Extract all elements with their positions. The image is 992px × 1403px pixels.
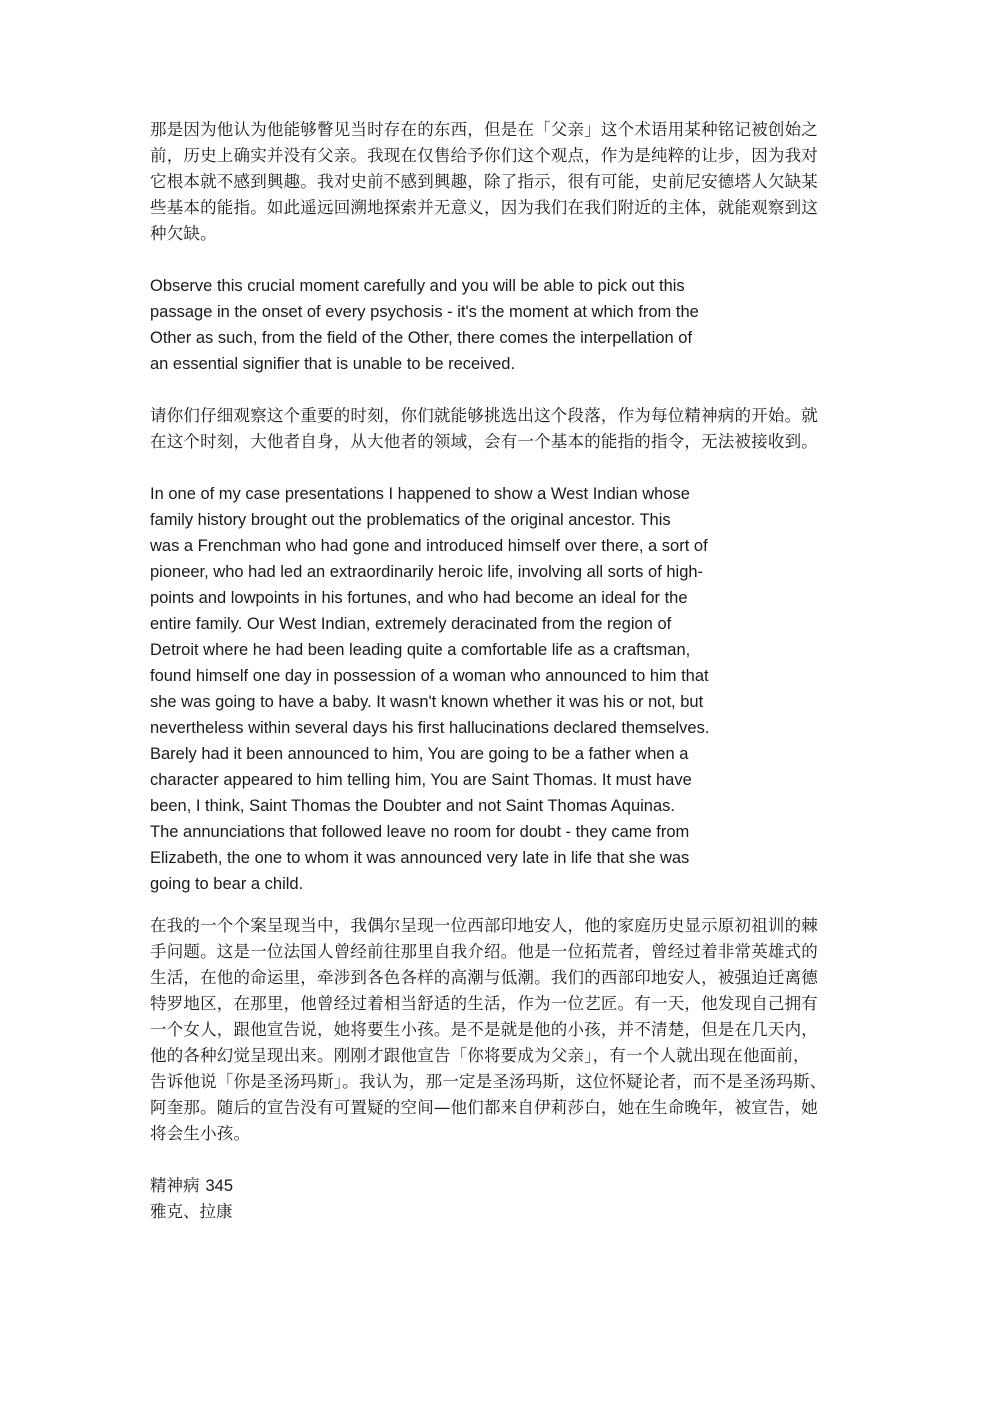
text-line: found himself one day in possession of a woman who announced to him that: [150, 667, 709, 685]
page-footer: [150, 1173, 850, 1225]
text-line: character appeared to him telling him, You are Saint Thomas. It must have: [150, 771, 692, 789]
text-line: In one of my case presentations I happened to show a West Indian whose: [150, 485, 690, 503]
text-line: 他的各种幻觉呈现出来。刚刚才跟他宣告「你将要成为父亲」，有一个人就出现在他面前，: [150, 1046, 810, 1065]
footer-title-line: [150, 1173, 850, 1199]
author-name: 雅克、拉康: [150, 1202, 233, 1221]
text-line: 特罗地区，在那里，他曾经过着相当舒适的生活，作为一位艺匠。有一天，他发现自己拥有: [150, 994, 818, 1013]
text-line: was a Frenchman who had gone and introduced himself over there, a sort of: [150, 537, 708, 555]
text-line: 请你们仔细观察这个重要的时刻，你们就能够挑选出这个段落，作为每位精神病的开始。就: [150, 406, 818, 425]
page-number: 345: [205, 1177, 234, 1195]
text-line: an essential signifier that is unable to be received.: [150, 355, 516, 373]
text-line: 些基本的能指。如此遥远回溯地探索并无意义，因为我们在我们附近的主体，就能观察到这: [150, 198, 818, 217]
paragraph-zh-1: [150, 117, 844, 247]
text-line: Other as such, from the field of the Other, there comes the interpellation of: [150, 329, 693, 347]
text-line: pioneer, who had led an extraordinarily heroic life, involving all sorts of high-: [150, 563, 704, 581]
text-line: entire family. Our West Indian, extremely deracinated from the region of: [150, 615, 672, 633]
text-line: 前，历史上确实并没有父亲。我现在仅售给予你们这个观点，作为是纯粹的让步，因为我对: [150, 146, 818, 165]
text-line: 阿奎那。随后的宣告没有可置疑的空间—他们都来自伊莉莎白，她在生命晚年，被宣告，她: [150, 1098, 818, 1117]
text-line: 那是因为他认为他能够瞥见当时存在的东西，但是在「父亲」这个术语用某种铭记被创始之: [150, 120, 818, 139]
text-line: Detroit where he had been leading quite a comfortable life as a craftsman,: [150, 641, 691, 659]
paragraph-zh-2: [150, 403, 844, 455]
text-line: 生活，在他的命运里，牵涉到各色各样的高潮与低潮。我们的西部印地安人，被强迫迁离德: [150, 968, 818, 987]
text-line: nevertheless within several days his first hallucinations declared themselves.: [150, 719, 710, 737]
text-line: 它根本就不感到興趣。我对史前不感到興趣，除了指示，很有可能，史前尼安德塔人欠缺某: [150, 172, 818, 191]
text-line: 在这个时刻，大他者自身，从大他者的领域，会有一个基本的能指的指令，无法被接收到。: [150, 432, 818, 451]
text-line: she was going to have a baby. It wasn't known whether it was his or not, but: [150, 693, 704, 711]
paragraph-en-1: [150, 273, 750, 377]
text-line: passage in the onset of every psychosis - it's the moment at which from the: [150, 303, 699, 321]
text-line: 种欠缺。: [150, 224, 217, 243]
text-line: The annunciations that followed leave no room for doubt - they came from: [150, 823, 690, 841]
text-line: 手问题。这是一位法国人曾经前往那里自我介绍。他是一位拓荒者，曾经过着非常英雄式的: [150, 942, 818, 961]
text-line: Elizabeth, the one to whom it was announced very late in life that she was: [150, 849, 690, 867]
document-page: [150, 117, 850, 1225]
paragraph-en-2: [150, 481, 750, 897]
text-line: 一个女人，跟他宣告说，她将要生小孩。是不是就是他的小孩，并不清楚，但是在几天内，: [150, 1020, 818, 1039]
paragraph-zh-3: [150, 913, 844, 1147]
text-line: points and lowpoints in his fortunes, and who had become an ideal for the: [150, 589, 688, 607]
text-line: been, I think, Saint Thomas the Doubter and not Saint Thomas Aquinas.: [150, 797, 675, 815]
text-line: 在我的一个个案呈现当中，我偶尔呈现一位西部印地安人，他的家庭历史显示原初祖训的棘: [150, 916, 818, 935]
book-title: 精神病: [150, 1176, 200, 1195]
text-line: family history brought out the problematics of the original ancestor. This: [150, 511, 671, 529]
text-line: 将会生小孩。: [150, 1124, 251, 1143]
text-line: 告诉他说「你是圣汤玛斯」。我认为，那一定是圣汤玛斯，这位怀疑论者，而不是圣汤玛斯、: [150, 1072, 827, 1091]
text-line: Barely had it been announced to him, You are going to be a father when a: [150, 745, 689, 763]
text-line: going to bear a child.: [150, 875, 304, 893]
text-line: Observe this crucial moment carefully and you will be able to pick out this: [150, 277, 685, 295]
